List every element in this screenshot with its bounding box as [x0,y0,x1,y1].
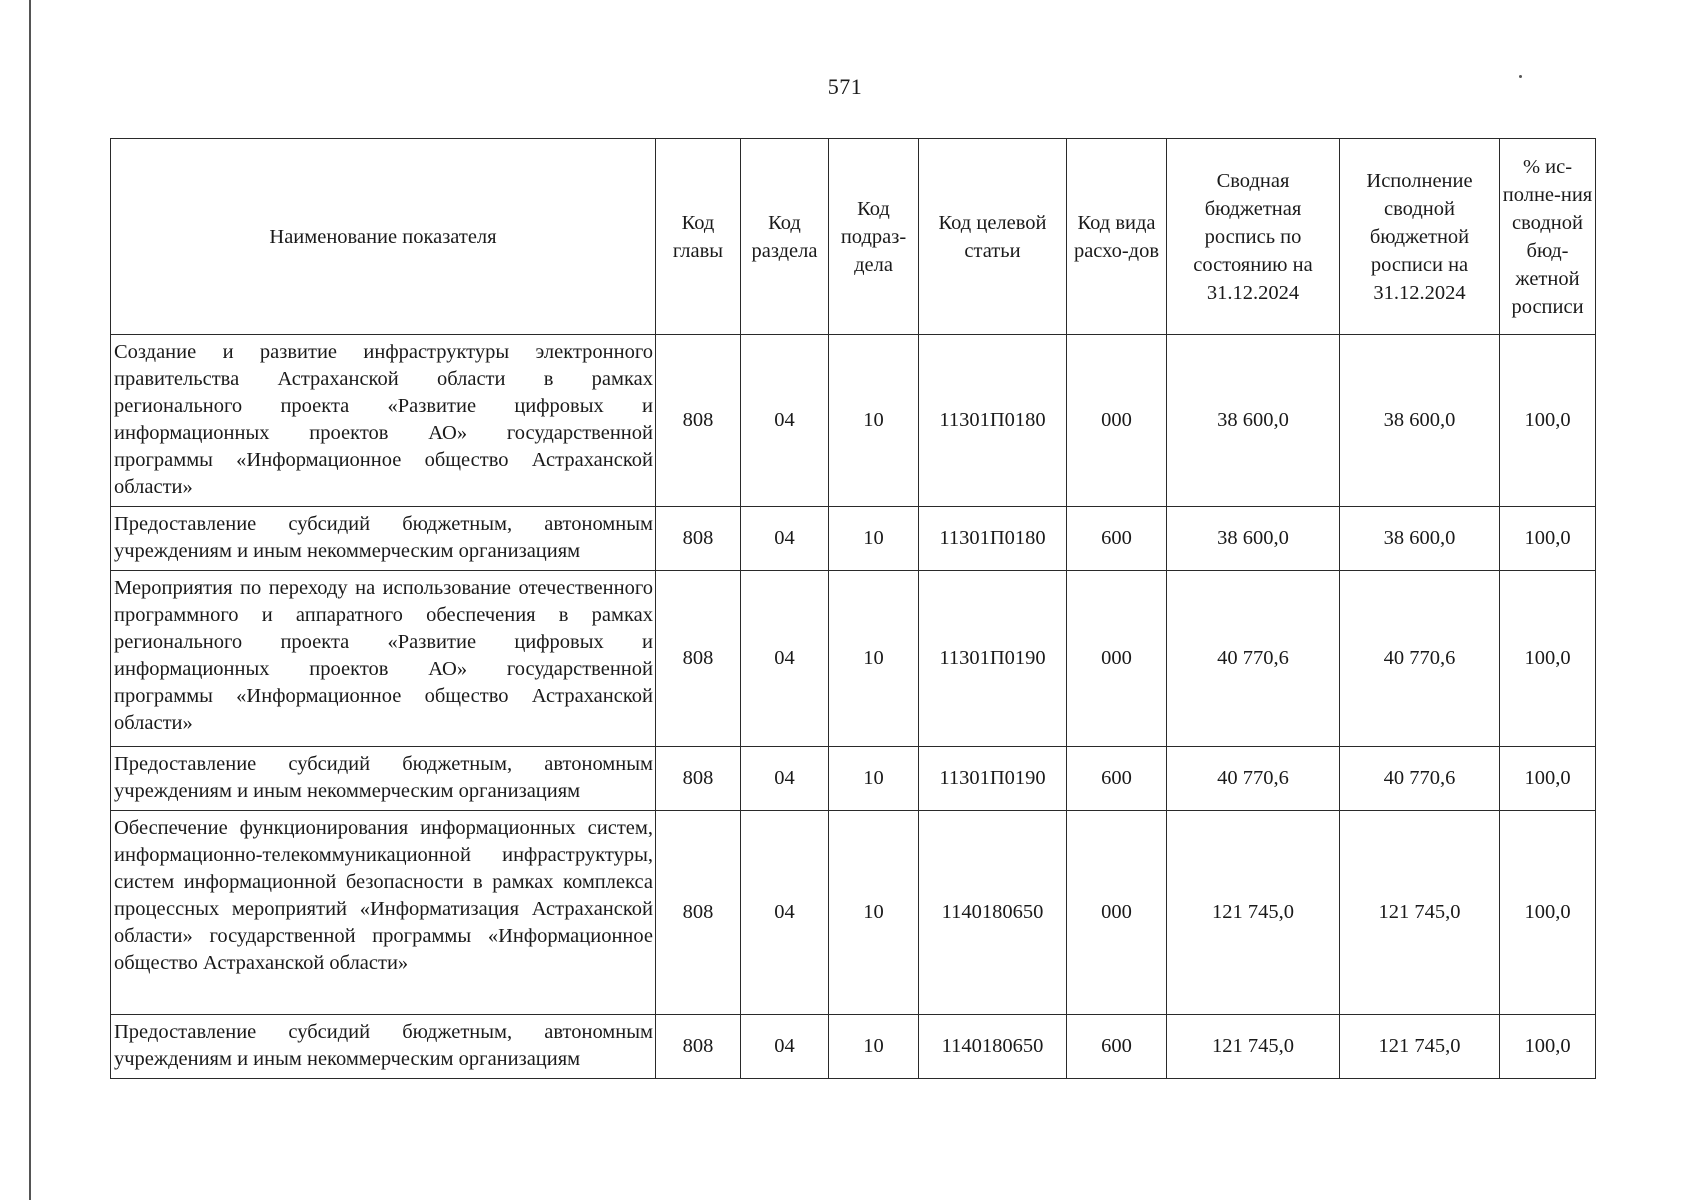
cell-section: 04 [741,1015,829,1079]
cell-execution: 121 745,0 [1340,1015,1500,1079]
cell-section: 04 [741,507,829,571]
page-edge-rule [29,0,31,1200]
header-percent: % ис-полне-ния сводной бюд-жетной росписи [1500,139,1596,335]
cell-subsection: 10 [829,335,919,507]
cell-chapter: 808 [656,507,741,571]
cell-target-article: 11301П0190 [919,571,1067,747]
cell-chapter: 808 [656,335,741,507]
cell-budget-plan: 38 600,0 [1167,335,1340,507]
cell-section: 04 [741,335,829,507]
table-row [111,335,1596,507]
cell-budget-plan: 121 745,0 [1167,1015,1340,1079]
cell-execution: 121 745,0 [1340,811,1500,1015]
cell-name: Мероприятия по переходу на использование отечественного программного и аппаратного обеспечения в рамках регионального проекта «Развитие цифровых и информационных проектов АО» государственной программы «Информационное общество Астраханской области» [111,571,656,747]
table-row [111,747,1596,811]
page-number: 571 [827,74,863,99]
cell-name: Предоставление субсидий бюджетным, автономным учреждениям и иным некоммерческим организациям [111,507,656,571]
cell-subsection: 10 [829,571,919,747]
cell-target-article: 1140180650 [919,1015,1067,1079]
cell-expense-type: 000 [1067,811,1167,1015]
header-expense-type-code: Код вида расхо-дов [1067,139,1167,335]
cell-chapter: 808 [656,747,741,811]
table-body [111,335,1596,1079]
cell-name: Обеспечение функционирования информационных систем, информационно-телекоммуникационной инфраструктуры, систем информационной безопасности в рамках комплекса процессных мероприятий «Информатизация Астраханской области» государственной программы «Информационное общество Астраханской области» [111,811,656,1015]
cell-budget-plan: 121 745,0 [1167,811,1340,1015]
header-indicator-name: Наименование показателя [111,139,656,335]
header-subsection-code: Код подраз-дела [829,139,919,335]
cell-section: 04 [741,747,829,811]
cell-subsection: 10 [829,811,919,1015]
cell-execution: 40 770,6 [1340,747,1500,811]
cell-budget-plan: 38 600,0 [1167,507,1340,571]
header-section-code: Код раздела [741,139,829,335]
cell-percent: 100,0 [1500,811,1596,1015]
cell-percent: 100,0 [1500,571,1596,747]
cell-expense-type: 600 [1067,1015,1167,1079]
header-execution: Исполнение сводной бюджетной росписи на 31.12.2024 [1340,139,1500,335]
cell-percent: 100,0 [1500,747,1596,811]
cell-chapter: 808 [656,811,741,1015]
cell-execution: 38 600,0 [1340,335,1500,507]
cell-name: Создание и развитие инфраструктуры электронного правительства Астраханской области в рамках регионального проекта «Развитие цифровых и информационных проектов АО» государственной программы «Информационное общество Астраханской области» [111,335,656,507]
cell-percent: 100,0 [1500,335,1596,507]
budget-execution-table [110,138,1596,1079]
cell-budget-plan: 40 770,6 [1167,747,1340,811]
cell-expense-type: 600 [1067,507,1167,571]
cell-target-article: 11301П0190 [919,747,1067,811]
cell-expense-type: 000 [1067,571,1167,747]
header-target-article-code: Код целевой статьи [919,139,1067,335]
cell-execution: 38 600,0 [1340,507,1500,571]
header-row [111,139,1596,335]
cell-expense-type: 000 [1067,335,1167,507]
cell-section: 04 [741,571,829,747]
cell-name: Предоставление субсидий бюджетным, автономным учреждениям и иным некоммерческим организациям [111,1015,656,1079]
table-row [111,571,1596,747]
cell-subsection: 10 [829,1015,919,1079]
table-row [111,507,1596,571]
cell-execution: 40 770,6 [1340,571,1500,747]
header-budget-plan: Сводная бюджетная роспись по состоянию на 31.12.2024 [1167,139,1340,335]
header-chapter-code: Код главы [656,139,741,335]
table-row [111,811,1596,1015]
cell-subsection: 10 [829,747,919,811]
table-row [111,1015,1596,1079]
cell-percent: 100,0 [1500,507,1596,571]
cell-percent: 100,0 [1500,1015,1596,1079]
cell-target-article: 11301П0180 [919,335,1067,507]
cell-name: Предоставление субсидий бюджетным, автономным учреждениям и иным некоммерческим организациям [111,747,656,811]
cell-expense-type: 600 [1067,747,1167,811]
scan-speck [1519,75,1522,78]
cell-chapter: 808 [656,1015,741,1079]
table-header [111,139,1596,335]
cell-target-article: 1140180650 [919,811,1067,1015]
cell-subsection: 10 [829,507,919,571]
cell-budget-plan: 40 770,6 [1167,571,1340,747]
cell-section: 04 [741,811,829,1015]
cell-target-article: 11301П0180 [919,507,1067,571]
cell-chapter: 808 [656,571,741,747]
